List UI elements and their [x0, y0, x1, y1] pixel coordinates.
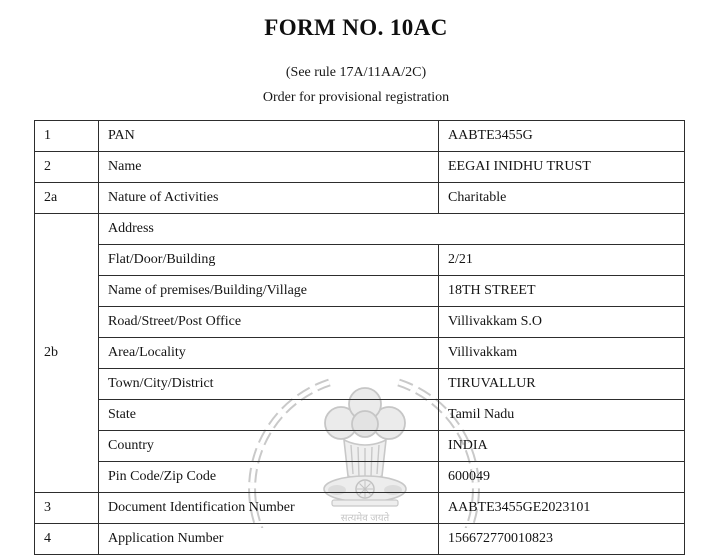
table-row-premises: [35, 276, 685, 307]
sno-cell: 3: [35, 493, 99, 524]
table-row-country: [35, 431, 685, 462]
table-row-application-number: [35, 524, 685, 555]
label-cell: Address: [99, 214, 685, 245]
label-cell: Flat/Door/Building: [99, 245, 439, 276]
value-cell: 156672770010823: [439, 524, 685, 555]
table-row-document-identification-number: [35, 493, 685, 524]
value-cell: 18TH STREET: [439, 276, 685, 307]
label-cell: Document Identification Number: [99, 493, 439, 524]
label-cell: State: [99, 400, 439, 431]
label-cell: Area/Locality: [99, 338, 439, 369]
table-row-state: [35, 400, 685, 431]
table-row-nature-of-activities: [35, 183, 685, 214]
value-cell: 2/21: [439, 245, 685, 276]
label-cell: Town/City/District: [99, 369, 439, 400]
table-row-area-locality: [35, 338, 685, 369]
table-row-pin-code: [35, 462, 685, 493]
sno-cell: 1: [35, 121, 99, 152]
rule-reference-line: (See rule 17A/11AA/2C): [285, 65, 427, 80]
label-cell: Road/Street/Post Office: [99, 307, 439, 338]
label-cell: Country: [99, 431, 439, 462]
sno-cell: 2a: [35, 183, 99, 214]
value-cell: Tamil Nadu: [439, 400, 685, 431]
satyameva-jayate-motto: सत्यमेव जयते: [340, 513, 390, 524]
sno-cell: 4: [35, 524, 99, 555]
value-cell: TIRUVALLUR: [439, 369, 685, 400]
value-cell: INDIA: [439, 431, 685, 462]
label-cell: Name of premises/Building/Village: [99, 276, 439, 307]
registration-details-table: [34, 120, 685, 555]
value-cell: AABTE3455G: [439, 121, 685, 152]
table-row-name: [35, 152, 685, 183]
form-title: FORM NO. 10AC: [264, 15, 448, 40]
table-row-road-street: [35, 307, 685, 338]
label-cell: PAN: [99, 121, 439, 152]
label-cell: Pin Code/Zip Code: [99, 462, 439, 493]
value-cell: EEGAI INIDHU TRUST: [439, 152, 685, 183]
table-row-flat-door-building: [35, 245, 685, 276]
label-cell: Application Number: [99, 524, 439, 555]
value-cell: Charitable: [439, 183, 685, 214]
table-row-pan: [35, 121, 685, 152]
value-cell: Villivakkam S.O: [439, 307, 685, 338]
value-cell: AABTE3455GE2023101: [439, 493, 685, 524]
table-row-town-city-district: [35, 369, 685, 400]
sno-cell: 2b: [35, 214, 99, 493]
sno-cell: 2: [35, 152, 99, 183]
label-cell: Name: [99, 152, 439, 183]
label-cell: Nature of Activities: [99, 183, 439, 214]
value-cell: 600049: [439, 462, 685, 493]
order-description-line: Order for provisional registration: [262, 90, 450, 105]
value-cell: Villivakkam: [439, 338, 685, 369]
table-row-address-header: [35, 214, 685, 245]
